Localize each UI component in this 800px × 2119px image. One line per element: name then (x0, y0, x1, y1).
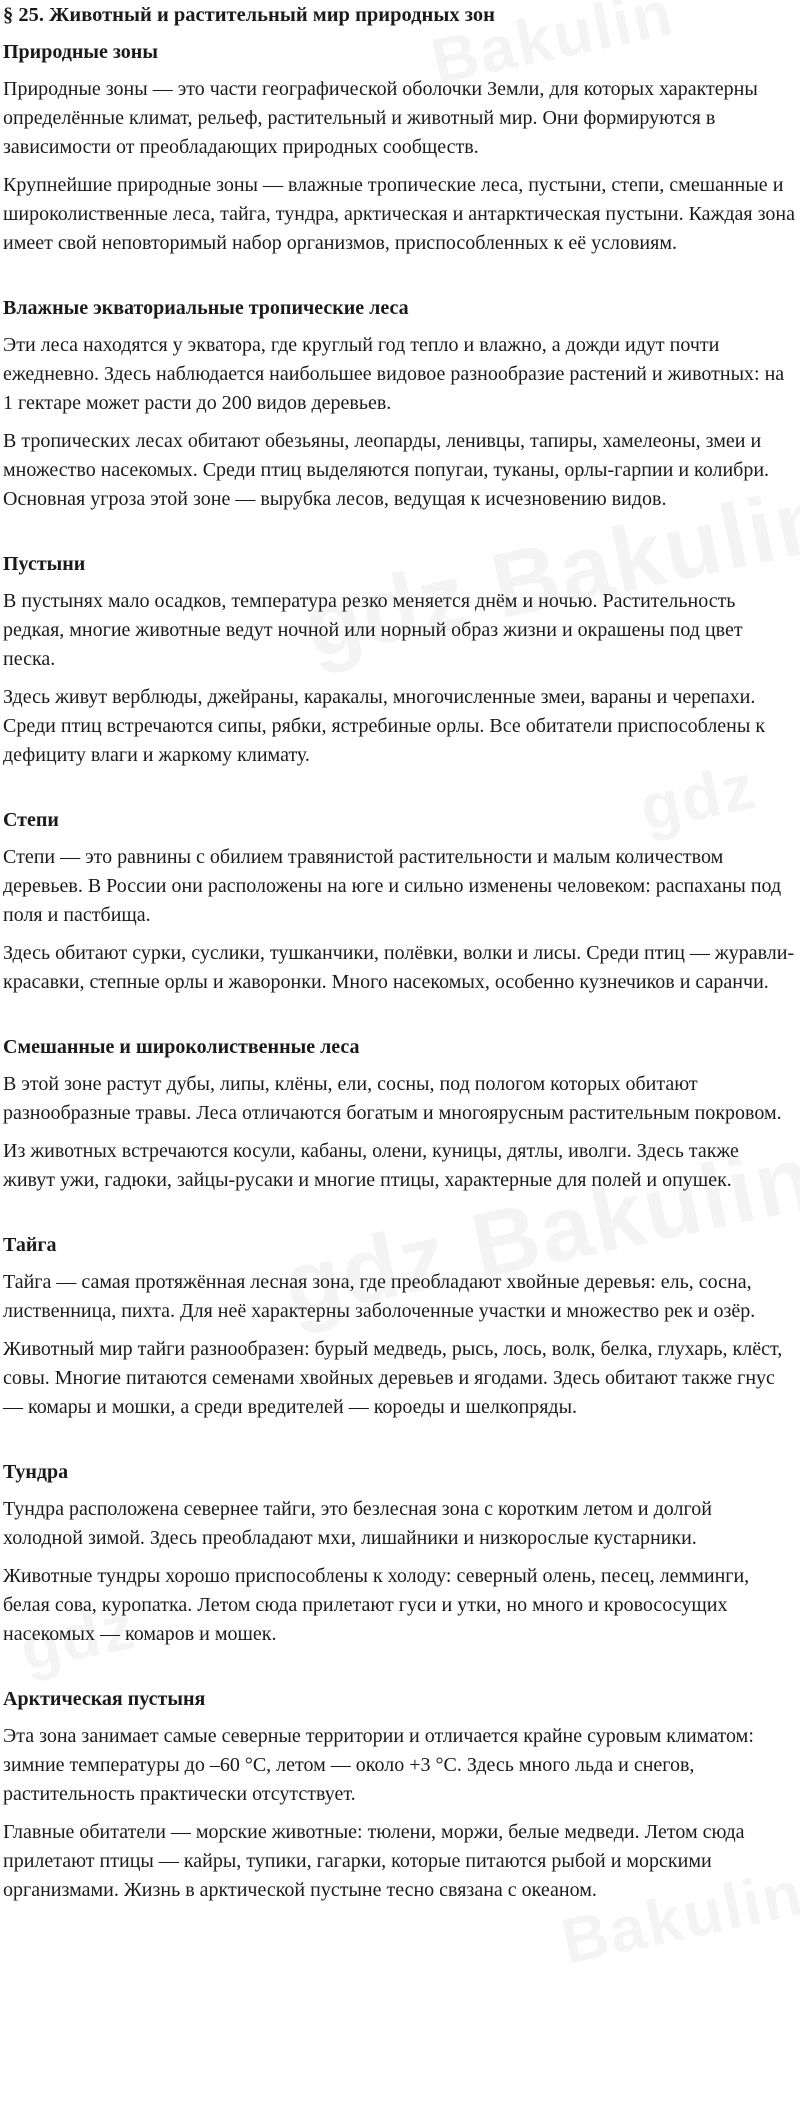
section-heading: Природные зоны (3, 41, 158, 63)
page-title: § 25. Животный и растительный мир природных зон (3, 4, 495, 26)
section-heading: Тундра (3, 1461, 69, 1483)
section-tundra (3, 1459, 795, 1649)
section-taiga (3, 1232, 795, 1422)
paragraph: Из животных встречаются косули, кабаны, олени, куницы, дятлы, иволги. Здесь также живут ужи, гадюки, зайцы-русаки и многие птицы, характерные для полей и опушек. (3, 1140, 739, 1191)
section-tropical-forests (3, 295, 795, 514)
section-heading: Арктическая пустыня (3, 1688, 206, 1710)
paragraph: Главные обитатели — морские животные: тюлени, моржи, белые медведи. Летом сюда прилетают птицы — кайры, тупики, гагарки, которые питаются рыбой и морскими организмами. Жизнь в арктической пустыне тесно связана с океаном. (3, 1821, 745, 1901)
paragraph: В этой зоне растут дубы, липы, клёны, ели, сосны, под пологом которых обитают разнообразные травы. Леса отличаются богатым и многоярусным растительным покровом. (3, 1073, 782, 1124)
section-natural-zones (3, 39, 795, 258)
section-heading: Степи (3, 809, 59, 831)
paragraph: Животный мир тайги разнообразен: бурый медведь, рысь, лось, волк, белка, глухарь, клёст, совы. Многие питаются семенами хвойных деревьев и ягодами. Здесь обитают также гнус — комары и мошки, а среди вредителей — короеды и шелкопряды. (3, 1338, 783, 1418)
section-heading: Тайга (3, 1234, 57, 1256)
paragraph: Здесь обитают сурки, суслики, тушканчики, полёвки, волки и лисы. Среди птиц — журавли-красавки, степные орлы и жаворонки. Много насекомых, особенно кузнечиков и саранчи. (3, 942, 795, 993)
paragraph: В тропических лесах обитают обезьяны, леопарды, ленивцы, тапиры, хамелеоны, змеи и множество насекомых. Среди птиц выделяются попугаи, туканы, орлы-гарпии и колибри. Основная угроза этой зоне — вырубка лесов, ведущая к исчезновению видов. (3, 430, 770, 510)
paragraph: Здесь живут верблюды, джейраны, каракалы, многочисленные змеи, вараны и черепахи. Среди птиц встречаются сипы, рябки, ястребиные орлы. Все обитатели приспособлены к дефициту влаги и жаркому климату. (3, 686, 766, 766)
paragraph: Тайга — самая протяжённая лесная зона, где преобладают хвойные деревья: ель, сосна, лиственница, пихта. Для неё характерны заболоченные участки и множество рек и озёр. (3, 1271, 756, 1322)
section-mixed-forests (3, 1034, 795, 1195)
paragraph: Эта зона занимает самые северные территории и отличается крайне суровым климатом: зимние температуры до –60 °С, летом — около +3 °С. Здесь много льда и снегов, растительность практически отсутствует. (3, 1725, 754, 1805)
paragraph: Животные тундры хорошо приспособлены к холоду: северный олень, песец, лемминги, белая сова, куропатка. Летом сюда прилетают гуси и утки, но много и кровососущих насекомых — комаров и мошек. (3, 1565, 750, 1645)
section-heading: Влажные экваториальные тропические леса (3, 297, 409, 319)
paragraph: Тундра расположена севернее тайги, это безлесная зона с коротким летом и долгой холодной зимой. Здесь преобладают мхи, лишайники и низкорослые кустарники. (3, 1498, 712, 1549)
paragraph: Эти леса находятся у экватора, где круглый год тепло и влажно, а дожди идут почти ежедневно. Здесь наблюдается наибольшее видовое разнообразие растений и животных: на 1 гектаре может расти до 200 видов деревьев. (3, 334, 785, 414)
section-heading: Смешанные и широколиственные леса (3, 1036, 360, 1058)
paragraph: Крупнейшие природные зоны — влажные тропические леса, пустыни, степи, смешанные и широколиственные леса, тайга, тундра, арктическая и антарктическая пустыни. Каждая зона имеет свой неповторимый набор организмов, приспособленных к её условиям. (3, 174, 795, 254)
section-heading: Пустыни (3, 553, 86, 575)
section-steppes (3, 807, 795, 997)
paragraph: Природные зоны — это части географической оболочки Земли, для которых характерны определённые климат, рельеф, растительный и животный мир. Они формируются в зависимости от преобладающих природных сообществ. (3, 78, 758, 158)
paragraph: В пустынях мало осадков, температура резко меняется днём и ночью. Растительность редкая, многие животные ведут ночной или норный образ жизни и окрашены под цвет песка. (3, 590, 743, 670)
section-deserts (3, 551, 795, 770)
section-arctic-desert (3, 1686, 795, 1905)
paragraph: Степи — это равнины с обилием травянистой растительности и малым количеством деревьев. В России они расположены на юге и сильно изменены человеком: распаханы под поля и пастбища. (3, 846, 782, 926)
